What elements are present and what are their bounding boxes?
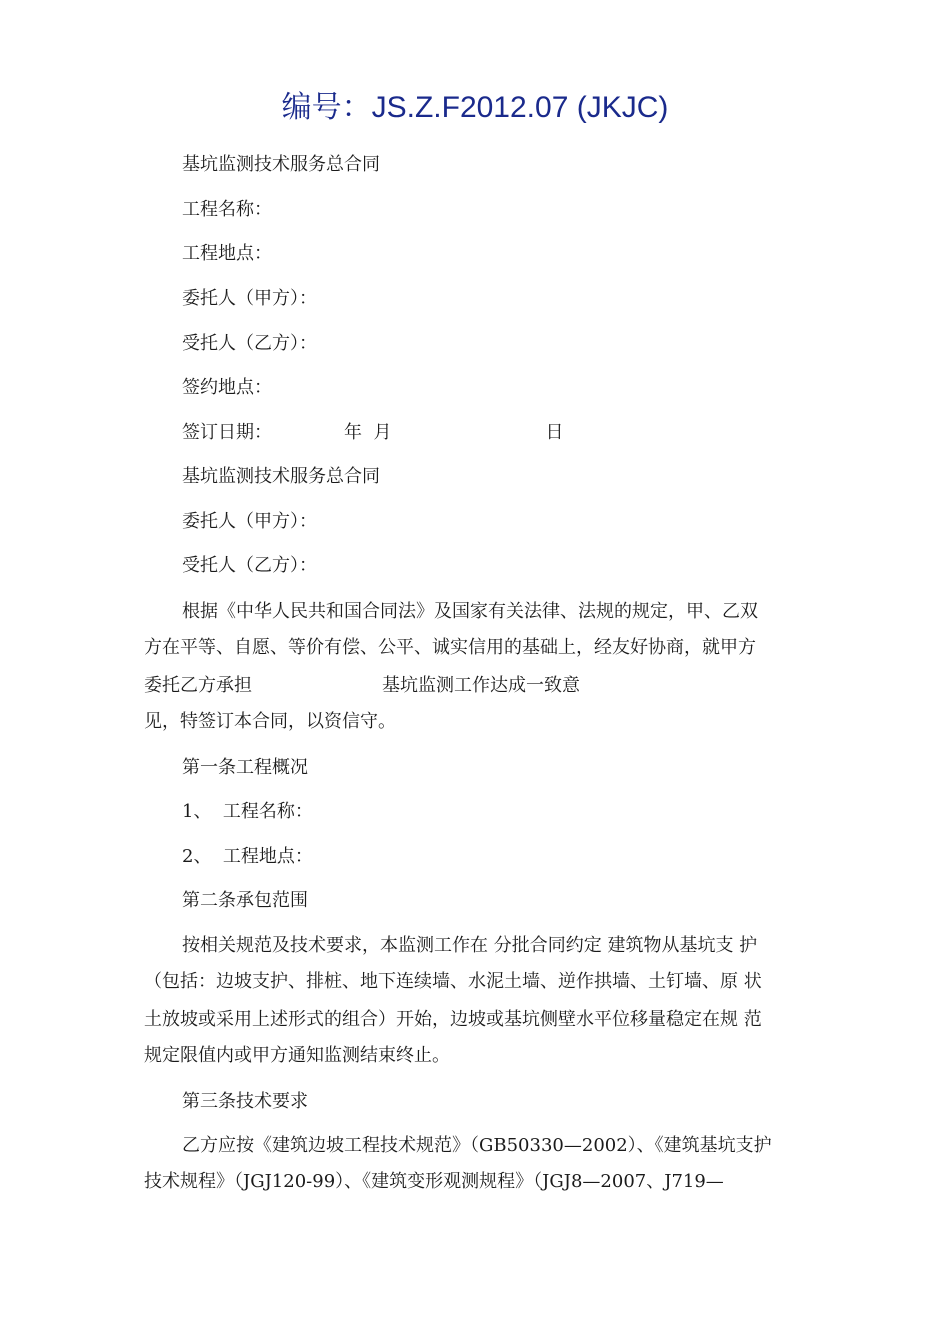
cover-signing-date (182, 421, 862, 445)
intro-line-3 (144, 674, 824, 698)
intro-line-3b: 基坑监测工作达成一致意 (382, 675, 580, 696)
cover-contract-title: 基坑监测技术服务总合同 (182, 154, 380, 175)
signing-date-year-month: 年 月 (344, 422, 392, 443)
body-contractor: 受托人（乙方）： (182, 555, 317, 576)
intro-line-4: 见，特签订本合同，以资信守。 (144, 711, 396, 732)
article-3-line-1: 乙方应按《建筑边坡工程技术规范》（GB50330—2002）、《建筑基坑支护 (182, 1135, 772, 1156)
cover-project-name: 工程名称： (182, 199, 272, 220)
body-contract-title: 基坑监测技术服务总合同 (182, 466, 380, 487)
article-1-item-1: 1、 工程名称： (182, 801, 313, 822)
intro-line-1: 根据《中华人民共和国合同法》及国家有关法律、法规的规定，甲、乙双 (182, 601, 758, 622)
article-2-line-4: 规定限值内或甲方通知监测结束终止。 (144, 1045, 450, 1066)
article-2-line-1: 按相关规范及技术要求，本监测工作在 分批合同约定 建筑物从基坑支 护 (182, 935, 758, 956)
article-2-title: 第二条承包范围 (182, 890, 308, 911)
article-1-title: 第一条工程概况 (182, 757, 308, 778)
article-1-item-2: 2、 工程地点： (182, 846, 313, 867)
article-3-line-2: 技术规程》（JGJ120-99）、《建筑变形观测规程》（JGJ8—2007、J719— (144, 1171, 724, 1192)
cover-project-location: 工程地点： (182, 243, 272, 264)
cover-client: 委托人（甲方）： (182, 288, 317, 309)
document-number-title: 编号：JS.Z.F2012.07 (JKJC) (281, 91, 669, 124)
signing-date-label: 签订日期： (182, 422, 272, 443)
body-client: 委托人（甲方）： (182, 511, 317, 532)
article-3-title: 第三条技术要求 (182, 1091, 308, 1112)
article-2-line-2: （包括：边坡支护、排桩、地下连续墙、水泥土墙、逆作拱墙、土钉墙、原 状 (144, 971, 762, 992)
cover-contractor: 受托人（乙方）： (182, 333, 317, 354)
intro-line-3a: 委托乙方承担 (144, 675, 252, 696)
cover-signing-place: 签约地点： (182, 377, 272, 398)
article-2-line-3: 土放坡或采用上述形式的组合）开始，边坡或基坑侧壁水平位移量稳定在规 范 (144, 1009, 762, 1030)
signing-date-day: 日 (545, 422, 564, 443)
intro-line-2: 方在平等、自愿、等价有偿、公平、诚实信用的基础上，经友好协商，就甲方 (144, 637, 756, 658)
